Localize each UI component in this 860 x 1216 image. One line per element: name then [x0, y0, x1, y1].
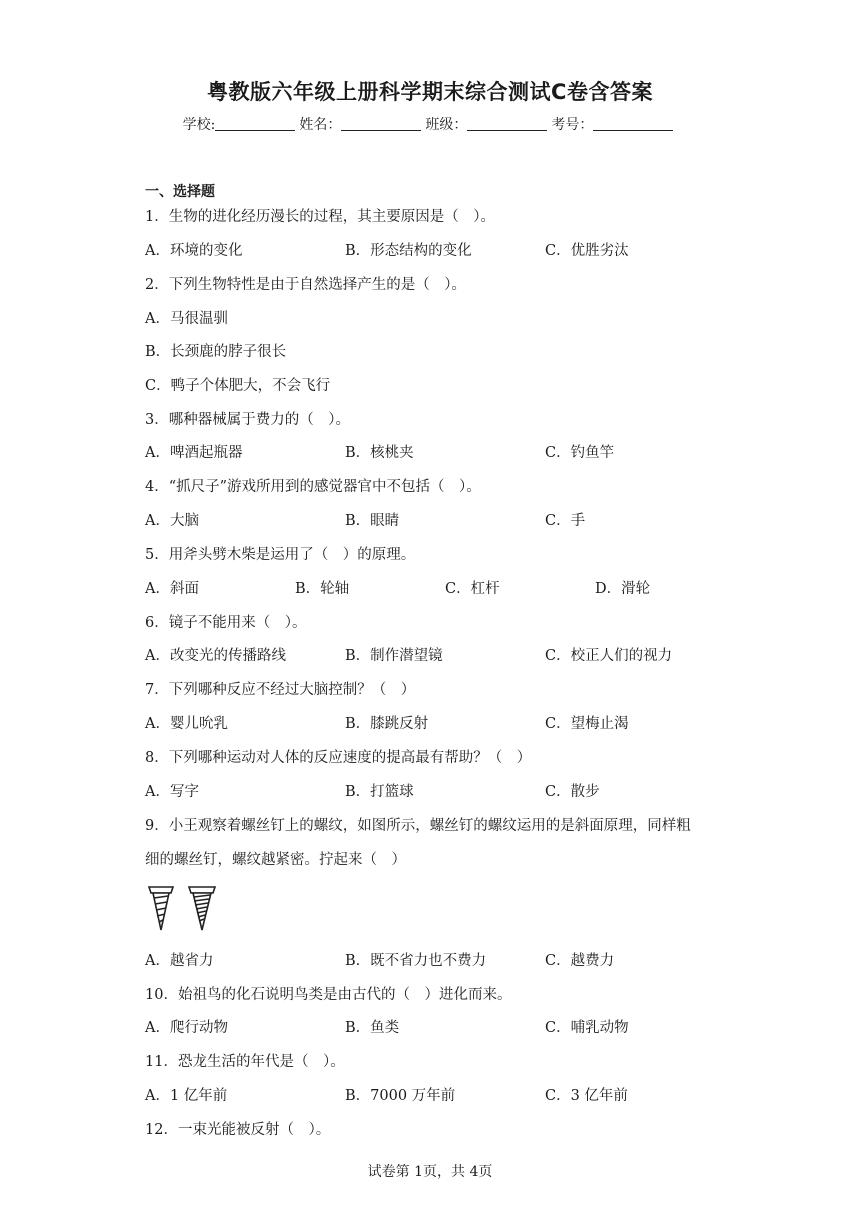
question-11-option-c: C．3 亿年前 — [545, 1088, 628, 1104]
question-1-option-c: C．优胜劣汰 — [545, 243, 629, 259]
question-1-stem: 1．生物的进化经历漫长的过程，其主要原因是（ ）。 — [145, 209, 495, 225]
question-6-option-a: A．改变光的传播路线 — [145, 648, 286, 664]
section-heading: 一、选择题 — [145, 184, 215, 200]
question-3-option-c: C．钓鱼竿 — [545, 445, 615, 461]
question-7-option-b: B．膝跳反射 — [345, 716, 429, 732]
question-10-option-b: B．鱼类 — [345, 1020, 400, 1036]
screw-figure — [147, 884, 219, 934]
question-3-option-a: A．啤酒起瓶器 — [145, 445, 243, 461]
question-1-option-b: B．形态结构的变化 — [345, 243, 472, 259]
question-2-option-b: B．长颈鹿的脖子很长 — [145, 344, 287, 360]
student-info-line — [0, 114, 860, 134]
question-9-stem-continued: 细的螺丝钉，螺纹越紧密。拧起来（ ） — [145, 852, 406, 868]
question-4-option-b: B．眼睛 — [345, 513, 400, 529]
question-1-option-a: A．环境的变化 — [145, 243, 243, 259]
exam-no-blank — [593, 116, 673, 131]
question-4-option-c: C．手 — [545, 513, 586, 529]
question-6-stem: 6．镜子不能用来（ ）。 — [145, 615, 307, 631]
question-7-stem: 7．下列哪种反应不经过大脑控制？（ ） — [145, 682, 416, 698]
name-label: 姓名： — [299, 117, 342, 133]
name-blank — [341, 116, 421, 131]
question-2-option-c: C．鸭子个体肥大，不会飞行 — [145, 378, 331, 394]
question-12-stem: 12．一束光能被反射（ ）。 — [145, 1122, 331, 1138]
question-11-stem: 11．恐龙生活的年代是（ ）。 — [145, 1054, 345, 1070]
question-9-option-a: A．越省力 — [145, 953, 214, 969]
question-11-option-a: A．1 亿年前 — [145, 1088, 228, 1104]
question-10-stem: 10．始祖鸟的化石说明鸟类是由古代的（ ）进化而来。 — [145, 987, 512, 1003]
question-2-option-a: A．马很温驯 — [145, 311, 228, 327]
page-title: 粤教版六年级上册科学期末综合测试C卷含答案 — [207, 80, 653, 104]
class-label: 班级： — [425, 117, 468, 133]
question-11-option-b: B．7000 万年前 — [345, 1088, 456, 1104]
question-4-option-a: A．大脑 — [145, 513, 199, 529]
question-10-option-c: C．哺乳动物 — [545, 1020, 629, 1036]
question-5-stem: 5．用斧头劈木柴是运用了（ ）的原理。 — [145, 547, 416, 563]
exam-no-label: 考号： — [551, 117, 594, 133]
question-3-stem: 3．哪种器械属于费力的（ ）。 — [145, 412, 350, 428]
question-6-option-b: B．制作潜望镜 — [345, 648, 443, 664]
screw-right-icon — [189, 887, 215, 930]
question-5-option-c: C．杠杆 — [445, 581, 500, 597]
question-8-option-a: A．写字 — [145, 784, 199, 800]
question-3-option-b: B．核桃夹 — [345, 445, 414, 461]
question-8-stem: 8．下列哪种运动对人体的反应速度的提高最有帮助？（ ） — [145, 750, 532, 766]
question-8-option-b: B．打篮球 — [345, 784, 414, 800]
question-4-stem: 4．“抓尺子”游戏所用到的感觉器官中不包括（ ）。 — [145, 479, 481, 495]
class-blank — [467, 116, 547, 131]
question-9-option-c: C．越费力 — [545, 953, 615, 969]
question-5-option-d: D．滑轮 — [595, 581, 651, 597]
question-5-option-b: B．轮轴 — [295, 581, 350, 597]
question-8-option-c: C．散步 — [545, 784, 600, 800]
question-9-stem: 9．小王观察着螺丝钉上的螺纹，如图所示，螺丝钉的螺纹运用的是斜面原理，同样粗 — [145, 818, 691, 834]
school-label: 学校: — [182, 117, 216, 133]
question-7-option-c: C．望梅止渴 — [545, 716, 629, 732]
screw-left-icon — [149, 887, 173, 930]
question-9-option-b: B．既不省力也不费力 — [345, 953, 487, 969]
question-10-option-a: A．爬行动物 — [145, 1020, 228, 1036]
question-5-option-a: A．斜面 — [145, 581, 199, 597]
page-footer: 试卷第 1页，共 4页 — [367, 1164, 493, 1180]
question-6-option-c: C．校正人们的视力 — [545, 648, 673, 664]
question-2-stem: 2．下列生物特性是由于自然选择产生的是（ ）。 — [145, 277, 466, 293]
question-7-option-a: A．婴儿吮乳 — [145, 716, 228, 732]
school-blank — [215, 116, 295, 131]
